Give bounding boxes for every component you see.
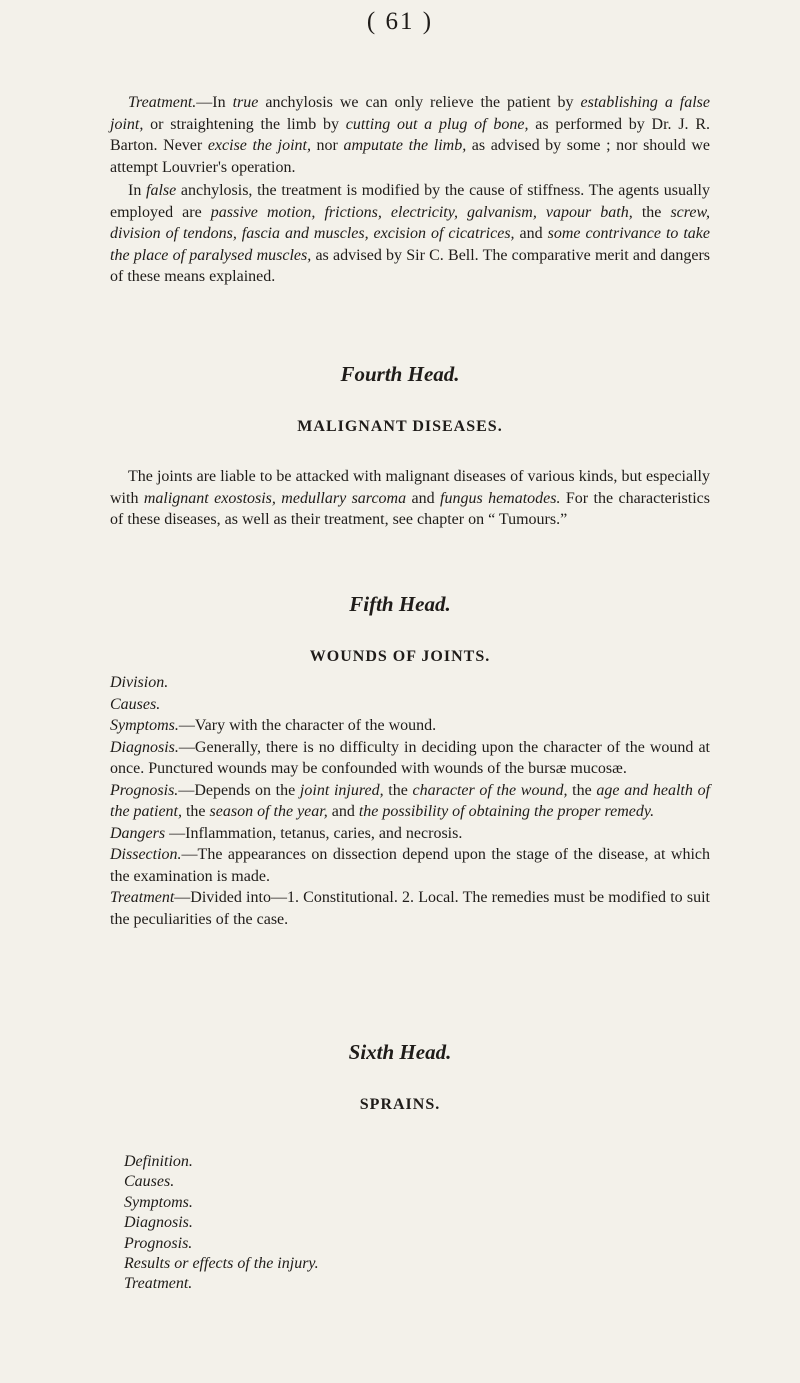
malignant-diseases-title: MALIGNANT DISEASES. — [297, 418, 503, 435]
text: —Generally, there is no difficulty in deciding upon the character of the wound at once. Punctured wounds may be confounded with wounds of the bursæ mucosæ. — [110, 738, 710, 777]
prognosis-label: Prognosis. — [110, 781, 179, 799]
emph: false — [146, 182, 177, 199]
emph: malignant exostosis, medullary sarcoma — [143, 489, 407, 507]
sprains-list — [124, 1152, 624, 1295]
text: —Divided into—1. Constitutional. 2. Local. The remedies must be modified to suit the peculiarities of the case. — [110, 889, 710, 928]
emph: age and health of the patient, — [110, 781, 711, 820]
text: and — [406, 489, 440, 507]
emph: cutting out a plug of bone, — [345, 115, 529, 133]
wounds-section-body — [110, 672, 710, 930]
emph: excise the joint, — [207, 137, 311, 154]
text: —Inflammation, tetanus, caries, and necrosis. — [165, 824, 463, 842]
treatment-label: Treatment — [110, 889, 175, 906]
text: —In — [196, 94, 233, 111]
text: as performed by Dr. J. R. Barton. Never — [110, 115, 711, 154]
dangers-line — [110, 823, 710, 845]
diagnosis-label: Diagnosis. — [110, 738, 179, 756]
text: the — [383, 781, 413, 799]
list-item: Prognosis. — [124, 1234, 193, 1252]
causes-label: Causes. — [110, 695, 161, 713]
emph: passive motion, frictions, electricity, galvanism, vapour bath, — [210, 203, 633, 221]
text: and — [327, 803, 359, 820]
wounds-of-joints-title: WOUNDS OF JOINTS. — [309, 648, 491, 665]
fourth-head-heading: Fourth Head. — [340, 362, 460, 386]
treatment-label: Treatment. — [128, 94, 197, 111]
emph: season of the year, — [209, 803, 328, 820]
list-item: Causes. — [124, 1173, 175, 1191]
diagnosis-line — [110, 737, 710, 780]
emph: amputate the limb, — [343, 137, 467, 154]
text: anchylosis we can only relieve the patient by — [258, 94, 581, 111]
emph: screw, division of tendons, fascia and muscles, excision of cicatrices, — [110, 203, 710, 242]
list-item: Diagnosis. — [124, 1214, 193, 1232]
treatment-line — [110, 887, 710, 930]
prognosis-line — [110, 780, 710, 823]
text: anchylosis, the treatment is modified by the cause of stiffness. The agents usually employed are — [110, 182, 710, 221]
page-number: ( 61 ) — [366, 8, 434, 35]
dangers-label: Dangers — [110, 824, 166, 842]
treatment-paragraph — [110, 92, 710, 178]
sprains-title: SPRAINS. — [359, 1096, 441, 1113]
dissection-label: Dissection. — [110, 846, 182, 863]
text: as advised by some ; nor should we attempt Louvrier's operation. — [110, 137, 710, 176]
fifth-head-heading: Fifth Head. — [349, 592, 451, 616]
text: —Vary with the character of the wound. — [178, 717, 437, 734]
emph: some contrivance to take the place of paralysed muscles, — [110, 225, 711, 264]
emph: fungus hematodes. — [440, 489, 561, 507]
text: as advised by Sir C. Bell. The comparative merit and dangers of these means explained. — [110, 246, 710, 285]
list-item: Results or effects of the injury. — [124, 1255, 319, 1273]
text: For the characteristics of these diseases, as well as their treatment, see chapter on “ Tumours.” — [110, 489, 710, 528]
text: —Depends on the — [178, 781, 300, 799]
text: The joints are liable to be attacked with malignant diseases of various kinds, but especially with — [110, 468, 710, 507]
text: the — [567, 781, 597, 799]
text: and — [514, 225, 548, 242]
sixth-head-heading: Sixth Head. — [348, 1040, 452, 1064]
division-label: Division. — [110, 674, 169, 691]
text: the — [632, 203, 671, 221]
text: —The appearances on dissection depend upon the stage of the disease, at which the examination is made. — [110, 846, 710, 885]
emph: character of the wound, — [412, 781, 568, 799]
emph: joint injured, — [299, 781, 384, 799]
dissection-line — [110, 844, 710, 887]
malignant-diseases-paragraph — [110, 466, 710, 531]
list-item: Definition. — [124, 1153, 193, 1170]
emph: true — [232, 94, 259, 111]
list-item: Symptoms. — [124, 1193, 193, 1211]
text: nor — [310, 137, 344, 154]
symptoms-line — [110, 715, 710, 737]
text: the — [181, 803, 210, 820]
text: or straightening the limb by — [143, 115, 346, 133]
false-anchylosis-paragraph — [110, 180, 710, 288]
emph: the possibility of obtaining the proper remedy. — [358, 803, 655, 820]
text: In — [128, 182, 146, 199]
list-item: Treatment. — [124, 1275, 193, 1293]
emph: establishing a false joint, — [110, 94, 710, 133]
symptoms-label: Symptoms. — [110, 717, 179, 734]
